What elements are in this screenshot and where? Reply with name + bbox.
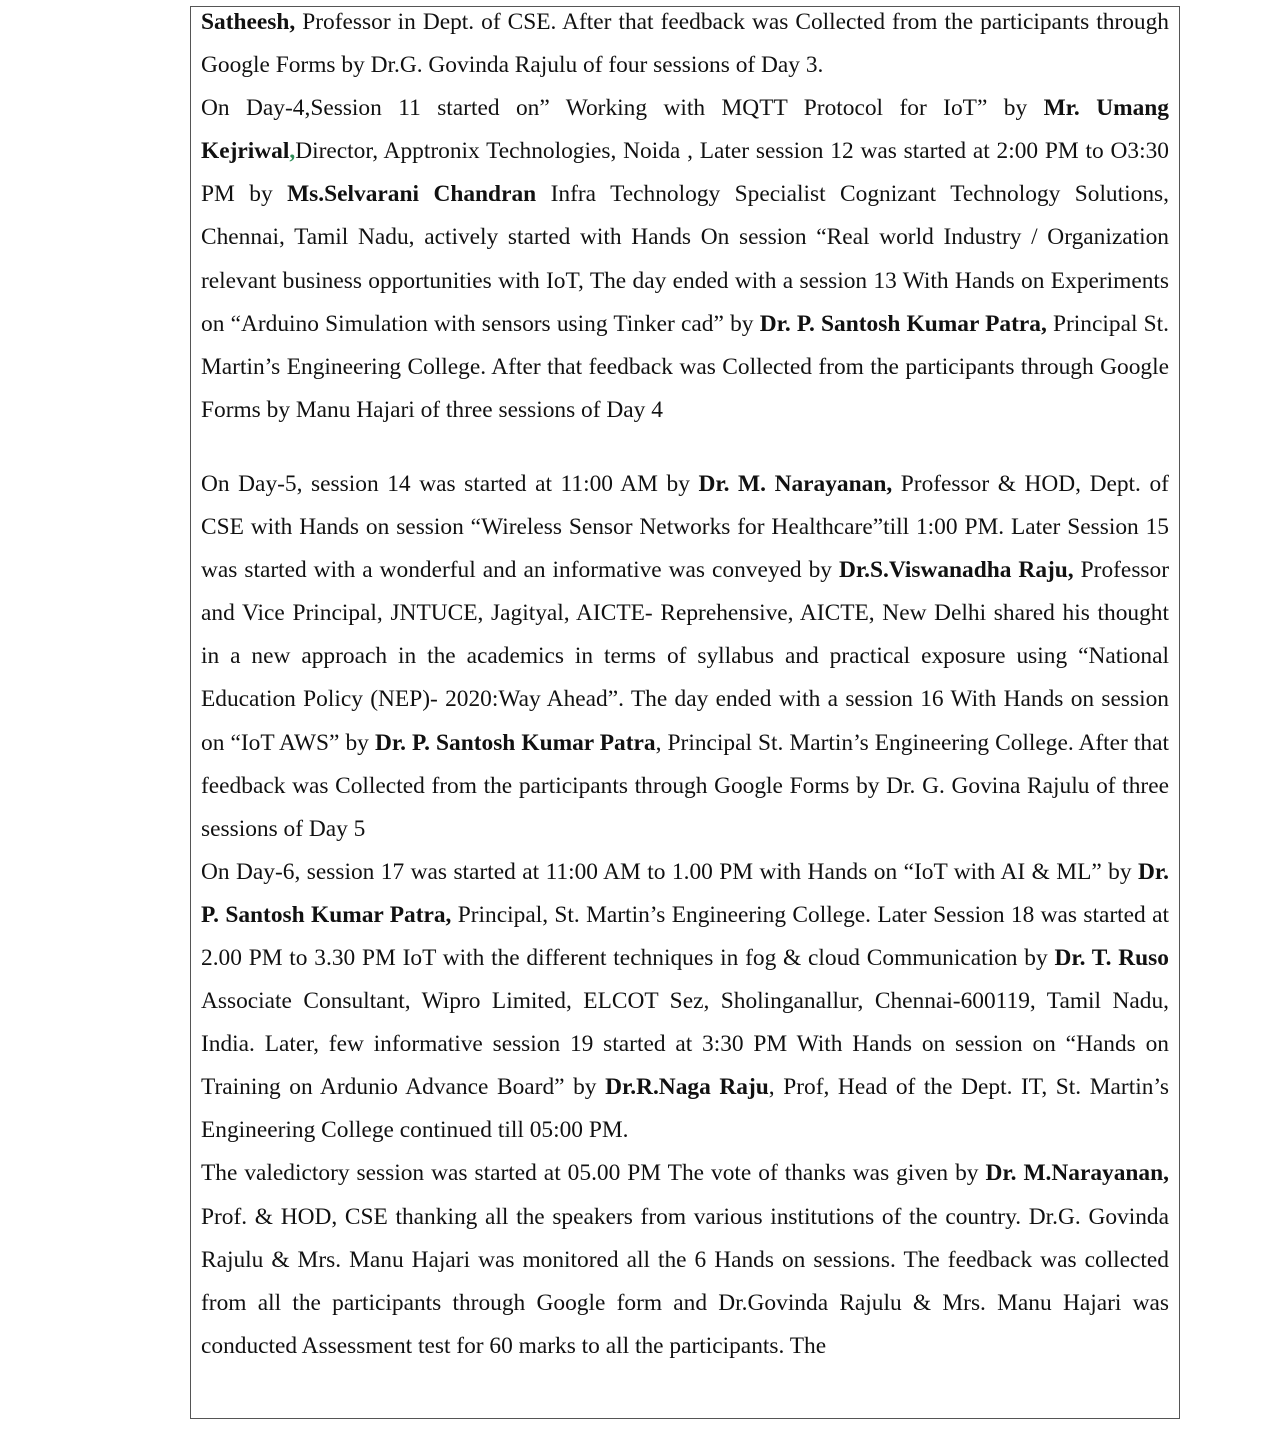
paragraph-day4 <box>201 87 1169 432</box>
bold-name-text: Dr. P. Santosh Kumar Patra, <box>759 310 1047 337</box>
paragraph-valedictory <box>201 1152 1169 1367</box>
bold-name-text: Dr.S.Viswanadha Raju, <box>838 557 1074 584</box>
paragraph-day6 <box>201 851 1169 1153</box>
body-text: , Principal St. Martin’s Engineering College. After that feedback was Collected from the participants through Google Forms by Dr. G. Govina Rajulu of three sessions of Day 5 <box>201 729 1169 842</box>
body-text: Principal, St. Martin’s Engineering College. Later Session 18 was started at 2.00 PM to 3.30 PM IoT with the different techniques in fog & cloud Communication by <box>201 901 1169 971</box>
body-text: Professor in Dept. of CSE. After that feedback was Collected from the participants through Google Forms by Dr.G. Govinda Rajulu of four sessions of Day 3. <box>201 9 1169 79</box>
bold-name-text: Dr.R.Naga Raju <box>605 1074 769 1101</box>
body-text: Principal St. Martin’s Engineering College. After that feedback was Collected from the participants through Google Forms by Manu Hajari of three sessions of Day 4 <box>201 310 1169 423</box>
body-text: On Day-5, session 14 was started at 11:00 AM by <box>201 470 699 497</box>
body-text: On Day-4,Session 11 started on” Working with MQTT Protocol for IoT” by <box>201 95 1044 122</box>
bold-name-text: Ms.Selvarani Chandran <box>287 181 537 208</box>
body-text: On Day-6, session 17 was started at 11:00 AM to 1.00 PM with Hands on “IoT with AI & ML” by <box>201 858 1139 885</box>
document-body <box>201 1 1169 1368</box>
bold-name-text: Dr. P. Santosh Kumar Patra <box>374 729 656 756</box>
paragraph-day3-end <box>201 1 1169 87</box>
bold-name-text: Dr. M. Narayanan, <box>698 470 893 497</box>
bold-name-text: Satheesh, <box>201 9 296 35</box>
bold-name-text: Dr. M.Narayanan, <box>985 1160 1169 1187</box>
paragraph-day5 <box>201 463 1169 851</box>
bold-name-text: Mr. Umang Kejriwal <box>201 95 1169 165</box>
body-text: Prof. & HOD, CSE thanking all the speakers from various institutions of the country. Dr.G. Govinda Rajulu & Mrs. Manu Hajari was monitored all the 6 Hands on sessions. The feedback was collected from all the participants through Google form and Dr.Govinda Rajulu & Mrs. Manu Hajari was conducted Assessment test for 60 marks to all the participants. The <box>201 1203 1169 1359</box>
bold-name-text: Dr. T. Ruso <box>1054 944 1169 971</box>
body-text: Director, Apptronix Technologies, Noida , Later session 12 was started at 2:00 PM to O3:30 PM by <box>201 138 1169 208</box>
body-text: Professor & HOD, Dept. of CSE with Hands on session “Wireless Sensor Networks for Healthcare”till 1:00 PM. Later Session 15 was started with a wonderful and an informative was conveyed by <box>201 470 1169 584</box>
body-text: , Prof, Head of the Dept. IT, St. Martin’s Engineering College continued till 05:00 PM. <box>201 1074 1169 1144</box>
body-text: Infra Technology Specialist Cognizant Technology Solutions, Chennai, Tamil Nadu, actively started with Hands On session “Real world Industry / Organization relevant business opportunities with IoT, The day ended with a session 13 With Hands on Experiments on “Arduino Simulation with sensors using Tinker cad” by <box>201 181 1169 337</box>
body-text: Associate Consultant, Wipro Limited, ELCOT Sez, Sholinganallur, Chennai-600119, Tamil Nadu, India. Later, few informative session 19 started at 3:30 PM With Hands on session on “Hands on Training on Ardunio Advance Board” by <box>201 988 1169 1101</box>
bold-name-text: Dr. P. Santosh Kumar Patra, <box>201 858 1169 928</box>
body-text: The valedictory session was started at 05.00 PM The vote of thanks was given by <box>201 1160 986 1187</box>
body-text: Professor and Vice Principal, JNTUCE, Jagityal, AICTE- Reprehensive, AICTE, New Delhi shared his thought in a new approach in the academics in terms of syllabus and practical exposure using “National Education Policy (NEP)- 2020:Way Ahead”. The day ended with a session 16 With Hands on session on “IoT AWS” by <box>201 557 1170 756</box>
body-text: , <box>289 138 296 165</box>
